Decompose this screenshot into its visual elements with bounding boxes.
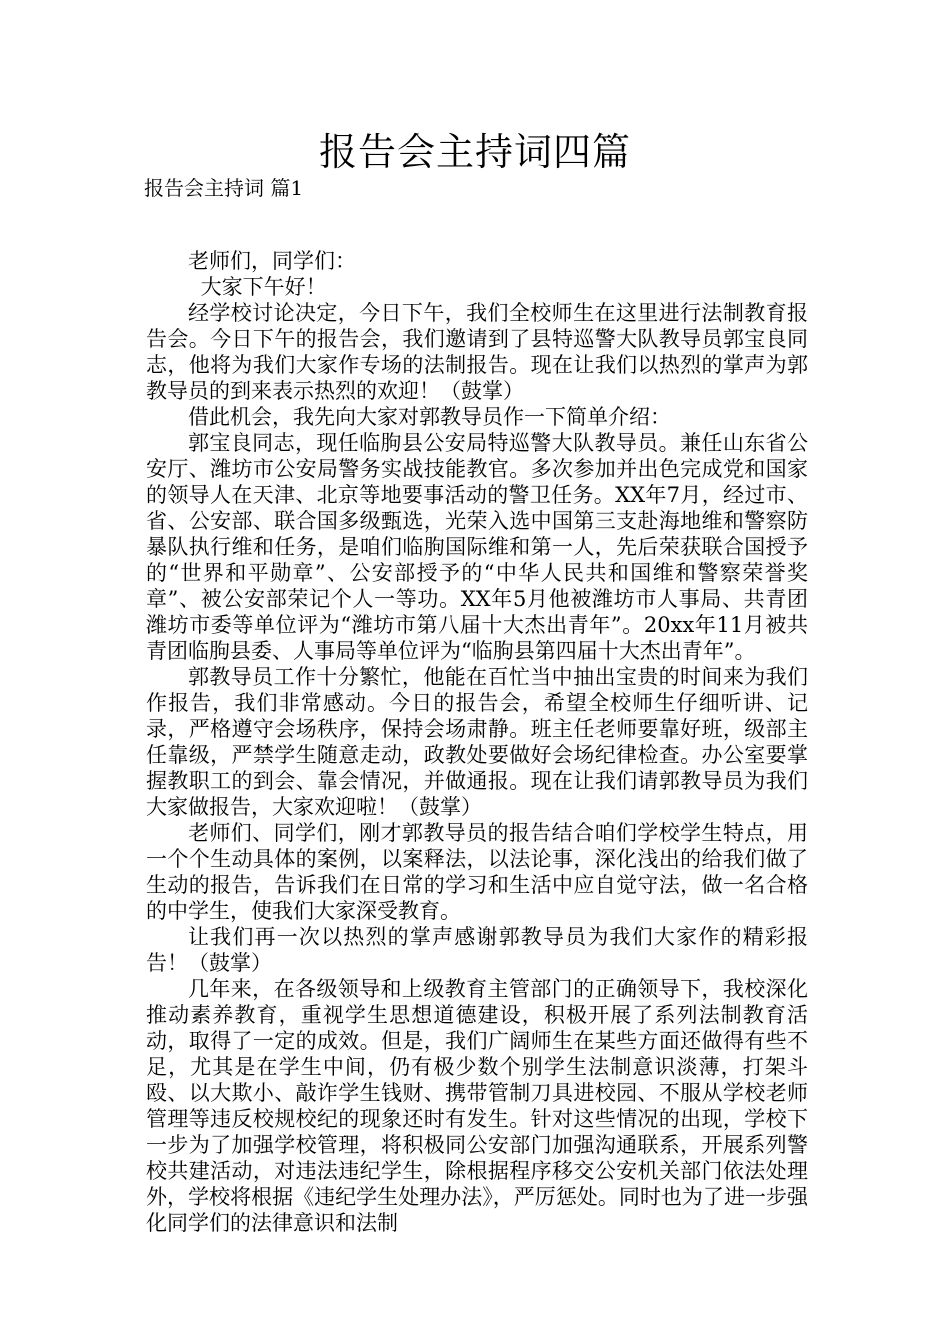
paragraph: 老师们、同学们，刚才郭教导员的报告结合咱们学校学生特点，用一个个生动具体的案例，以案释法，以法论事，深化浅出的给我们做了生动的报告，告诉我们在日常的学习和生活中应自觉守法，做一名合格的中学生，使我们大家深受教育。 bbox=[146, 821, 808, 923]
paragraph: 经学校讨论决定，今日下午，我们全校师生在这里进行法制教育报告会。今日下午的报告会，我们邀请到了县特巡警大队教导员郭宝良同志，他将为我们大家作专场的法制报告。现在让我们以热烈的掌声为郭教导员的到来表示热烈的欢迎！（鼓掌） bbox=[146, 301, 808, 403]
paragraph-greeting: 老师们，同学们： bbox=[188, 249, 356, 273]
paragraph: 几年来，在各级领导和上级教育主管部门的正确领导下，我校深化推动素养教育，重视学生思想道德建设，积极开展了系列法制教育活动，取得了一定的成效。但是，我们广阔师生在某些方面还做得有些不足，尤其是在学生中间，仍有极少数个别学生法制意识淡薄，打架斗殴、以大欺小、敲诈学生钱财、携带管制刀具进校园、不服从学校老师管理等违反校规校纪的现象还时有发生。针对这些情况的出现，学校下一步为了加强学校管理，将积极同公安部门加强沟通联系，开展系列警校共建活动，对违法违纪学生，除根据程序移交公安机关部门依法处理外，学校将根据《违纪学生处理办法》，严厉惩处。同时也为了进一步强化同学们的法律意识和法制 bbox=[146, 977, 808, 1235]
document-subtitle: 报告会主持词 篇1 bbox=[144, 176, 304, 200]
document-body bbox=[146, 248, 808, 1236]
paragraph: 郭教导员工作十分繁忙，他能在百忙当中抽出宝贵的时间来为我们作报告，我们非常感动。今日的报告会，希望全校师生仔细听讲、记录，严格遵守会场秩序，保持会场肃静。班主任老师要靠好班，级部主任靠级，严禁学生随意走动，政教处要做好会场纪律检查。办公室要掌握教职工的到会、靠会情况，并做通报。现在让我们请郭教导员为我们大家做报告，大家欢迎啦！（鼓掌） bbox=[146, 665, 808, 819]
paragraph: 郭宝良同志，现任临朐县公安局特巡警大队教导员。兼任山东省公安厅、潍坊市公安局警务实战技能教官。多次参加并出色完成党和国家的领导人在天津、北京等地要事活动的警卫任务。XX年7月，经过市、省、公安部、联合国多级甄选，光荣入选中国第三支赴海地维和警察防暴队执行维和任务，是咱们临朐国际维和第一人，先后荣获联合国授予的“世界和平勋章”、公安部授予的“中华人民共和国维和警察荣誉奖章”、被公安部荣记个人一等功。XX年5月他被潍坊市人事局、共青团潍坊市委等单位评为“潍坊市第八届十大杰出青年”。20xx年11月被共青团临朐县委、人事局等单位评为“临朐县第四届十大杰出青年”。 bbox=[146, 431, 808, 663]
paragraph: 借此机会，我先向大家对郭教导员作一下简单介绍： bbox=[188, 405, 671, 429]
paragraph: 让我们再一次以热烈的掌声感谢郭教导员为我们大家作的精彩报告！（鼓掌） bbox=[146, 925, 808, 975]
paragraph-hello: 大家下午好！ bbox=[200, 275, 327, 299]
document-title: 报告会主持词四篇 bbox=[318, 130, 631, 174]
